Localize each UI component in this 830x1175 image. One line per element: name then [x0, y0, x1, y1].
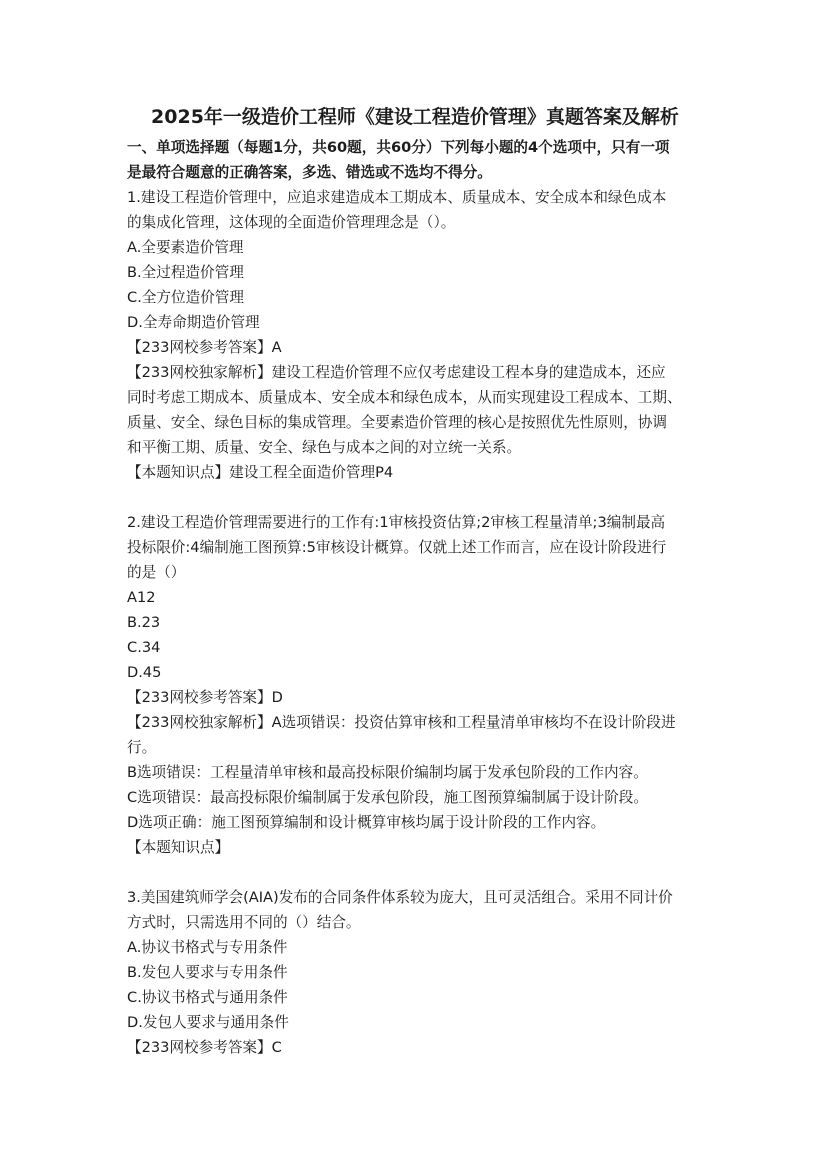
option-a: A.协议书格式与专用条件 — [127, 939, 288, 956]
question-stem-line: 1.建设工程造价管理中，应追求建造成本工期成本、质量成本、安全成本和绿色成本 — [127, 189, 667, 206]
spacer — [127, 860, 712, 885]
question-stem-line: 方式时，只需选用不同的（）结合。 — [127, 914, 361, 931]
option-c: C.34 — [127, 639, 161, 656]
answer-line: 【233网校参考答案】A — [127, 339, 282, 356]
page-title: 2025年一级造价工程师《建设工程造价管理》真题答案及解析 — [151, 106, 679, 128]
option-a: A12 — [127, 589, 156, 606]
question-2 — [127, 510, 712, 860]
question-stem-line: 2.建设工程造价管理需要进行的工作有:1审核投资估算;2审核工程量清单;3编制最高 — [127, 514, 666, 531]
option-a: A.全要素造价管理 — [127, 239, 244, 256]
option-d: D.发包人要求与通用条件 — [127, 1014, 289, 1031]
option-b: B.发包人要求与专用条件 — [127, 964, 288, 981]
question-stem-line: 投标限价:4编制施工图预算:5审核设计概算。仅就上述工作而言，应在设计阶段进行 — [127, 539, 667, 556]
document-body — [127, 135, 712, 1060]
answer-line: 【233网校参考答案】D — [127, 689, 283, 706]
answer-line: 【233网校参考答案】C — [127, 1039, 282, 1056]
option-c: C.协议书格式与通用条件 — [127, 989, 288, 1006]
spacer — [127, 485, 712, 510]
question-3 — [127, 885, 712, 1060]
knowledge-point: 【本题知识点】建设工程全面造价管理P4 — [127, 464, 394, 481]
section-header-line: 是最符合题意的正确答案，多选、错选或不选均不得分。 — [127, 164, 492, 181]
question-stem-line: 3.美国建筑师学会(AIA)发布的合同条件体系较为庞大，且可灵活组合。采用不同计价 — [127, 889, 673, 906]
analysis-line: C选项错误：最高投标限价编制属于发承包阶段，施工图预算编制属于设计阶段。 — [127, 789, 648, 806]
option-b: B.全过程造价管理 — [127, 264, 244, 281]
analysis-line: B选项错误：工程量清单审核和最高投标限价编制均属于发承包阶段的工作内容。 — [127, 764, 648, 781]
section-header-line: 一、单项选择题（每题1分，共60题，共60分）下列每小题的4个选项中，只有一项 — [127, 139, 670, 156]
question-stem-line: 的集成化管理，这体现的全面造价管理理念是（）。 — [127, 214, 456, 231]
analysis-line: 同时考虑工期成本、质量成本、安全成本和绿色成本，从而实现建设工程成本、工期、 — [127, 389, 682, 406]
question-stem-line: 的是（） — [127, 564, 186, 581]
analysis-line: 质量、安全、绿色目标的集成管理。全要素造价管理的核心是按照优先性原则，协调 — [127, 414, 667, 431]
option-d: D.45 — [127, 664, 162, 681]
knowledge-point: 【本题知识点】 — [127, 839, 230, 856]
analysis-line: 行。 — [127, 739, 157, 756]
option-d: D.全寿命期造价管理 — [127, 314, 260, 331]
analysis-line: 和平衡工期、质量、安全、绿色与成本之间的对立统一关系。 — [127, 439, 522, 456]
analysis-line: 【233网校独家解析】A选项错误：投资估算审核和工程量清单审核均不在设计阶段进 — [127, 714, 676, 731]
option-c: C.全方位造价管理 — [127, 289, 244, 306]
analysis-line: 【233网校独家解析】建设工程造价管理不应仅考虑建设工程本身的建造成本，还应 — [127, 364, 666, 381]
option-b: B.23 — [127, 614, 161, 631]
question-1 — [127, 185, 712, 485]
analysis-line: D选项正确：施工图预算编制和设计概算审核均属于设计阶段的工作内容。 — [127, 814, 606, 831]
